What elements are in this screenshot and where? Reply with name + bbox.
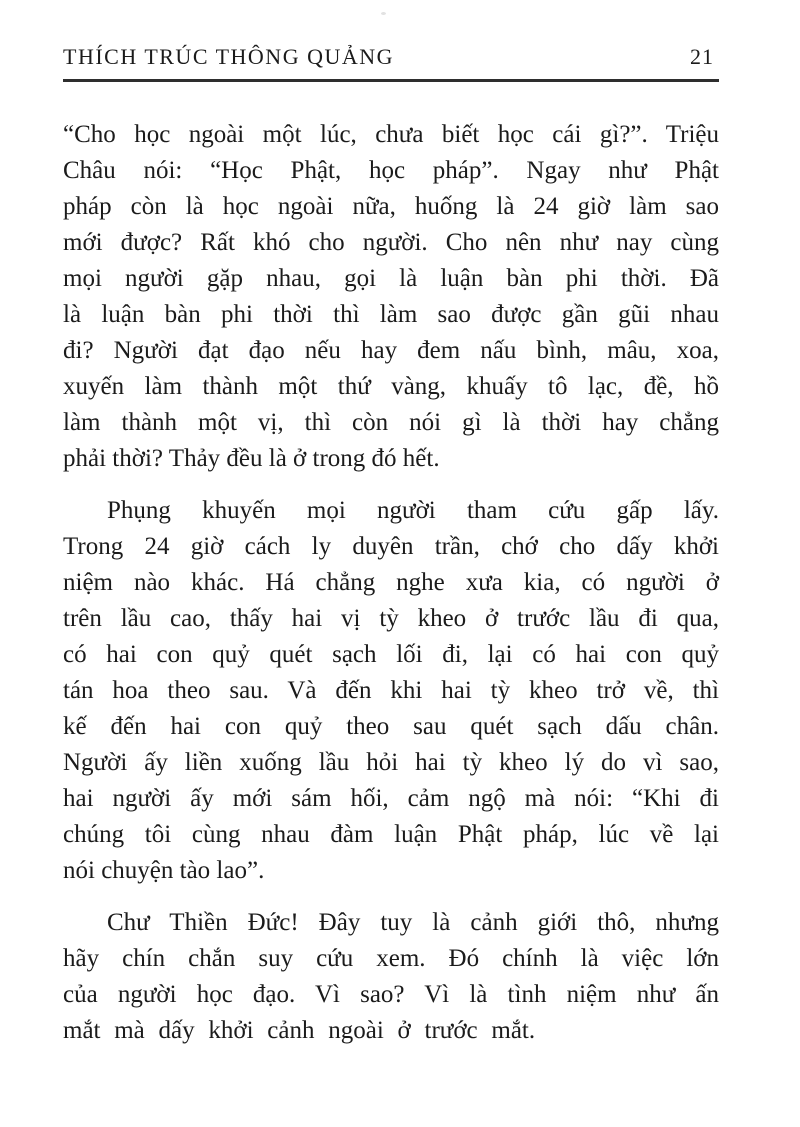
text-line: phải thời? Thảy đều là ở trong đó hết. — [63, 445, 440, 472]
page-number: 21 — [690, 44, 714, 69]
text-line: làm thành một vị, thì còn nói gì là thời hay chẳng — [63, 409, 719, 436]
text-line: mọi người gặp nhau, gọi là luận bàn phi thời. Đã — [63, 265, 719, 292]
text-line: mới được? Rất khó cho người. Cho nên như nay cùng — [63, 229, 719, 256]
text-line: hãy chín chắn suy cứu xem. Đó chính là việc lớn — [63, 945, 719, 972]
paragraph-2 — [63, 493, 719, 889]
text-line: Người ấy liền xuống lầu hỏi hai tỳ kheo lý do vì sao, — [63, 749, 719, 776]
text-line: xuyến làm thành một thứ vàng, khuấy tô lạc, đề, hồ — [63, 373, 719, 400]
page-body — [63, 117, 719, 1049]
text-line: có hai con quỷ quét sạch lối đi, lại có hai con quỷ — [63, 641, 719, 668]
text-line: là luận bàn phi thời thì làm sao được gần gũi nhau — [63, 301, 719, 328]
text-line: Châu nói: “Học Phật, học pháp”. Ngay như Phật — [63, 157, 719, 184]
page-header — [63, 44, 719, 82]
text-line: tán hoa theo sau. Và đến khi hai tỳ kheo trở về, thì — [63, 677, 719, 704]
paragraph-1 — [63, 117, 719, 477]
text-line: nói chuyện tào lao”. — [63, 857, 265, 884]
text-line: “Cho học ngoài một lúc, chưa biết học cái gì?”. Triệu — [63, 121, 719, 148]
running-header-title: THÍCH TRÚC THÔNG QUẢNG — [63, 44, 395, 69]
text-line: pháp còn là học ngoài nữa, huống là 24 giờ làm sao — [63, 193, 719, 220]
text-line: Trong 24 giờ cách ly duyên trần, chớ cho dấy khởi — [63, 533, 719, 560]
text-line: niệm nào khác. Há chẳng nghe xưa kia, có người ở — [63, 569, 719, 596]
text-line: mắt mà dấy khởi cảnh ngoài ở trước mắt. — [63, 1017, 536, 1044]
text-line: trên lầu cao, thấy hai vị tỳ kheo ở trước lầu đi qua, — [63, 605, 719, 632]
scan-speck — [381, 12, 386, 15]
paragraph-3 — [63, 905, 719, 1049]
text-line: kế đến hai con quỷ theo sau quét sạch dấu chân. — [63, 713, 719, 740]
text-line: Phụng khuyến mọi người tham cứu gấp lấy. — [107, 497, 719, 524]
text-line: đi? Người đạt đạo nếu hay đem nấu bình, mâu, xoa, — [63, 337, 719, 364]
text-line: Chư Thiền Đức! Đây tuy là cảnh giới thô, nhưng — [107, 909, 719, 936]
text-line: hai người ấy mới sám hối, cảm ngộ mà nói: “Khi đi — [63, 785, 719, 812]
text-line: chúng tôi cùng nhau đàm luận Phật pháp, lúc về lại — [63, 821, 719, 848]
text-line: của người học đạo. Vì sao? Vì là tình niệm như ấn — [63, 981, 719, 1008]
